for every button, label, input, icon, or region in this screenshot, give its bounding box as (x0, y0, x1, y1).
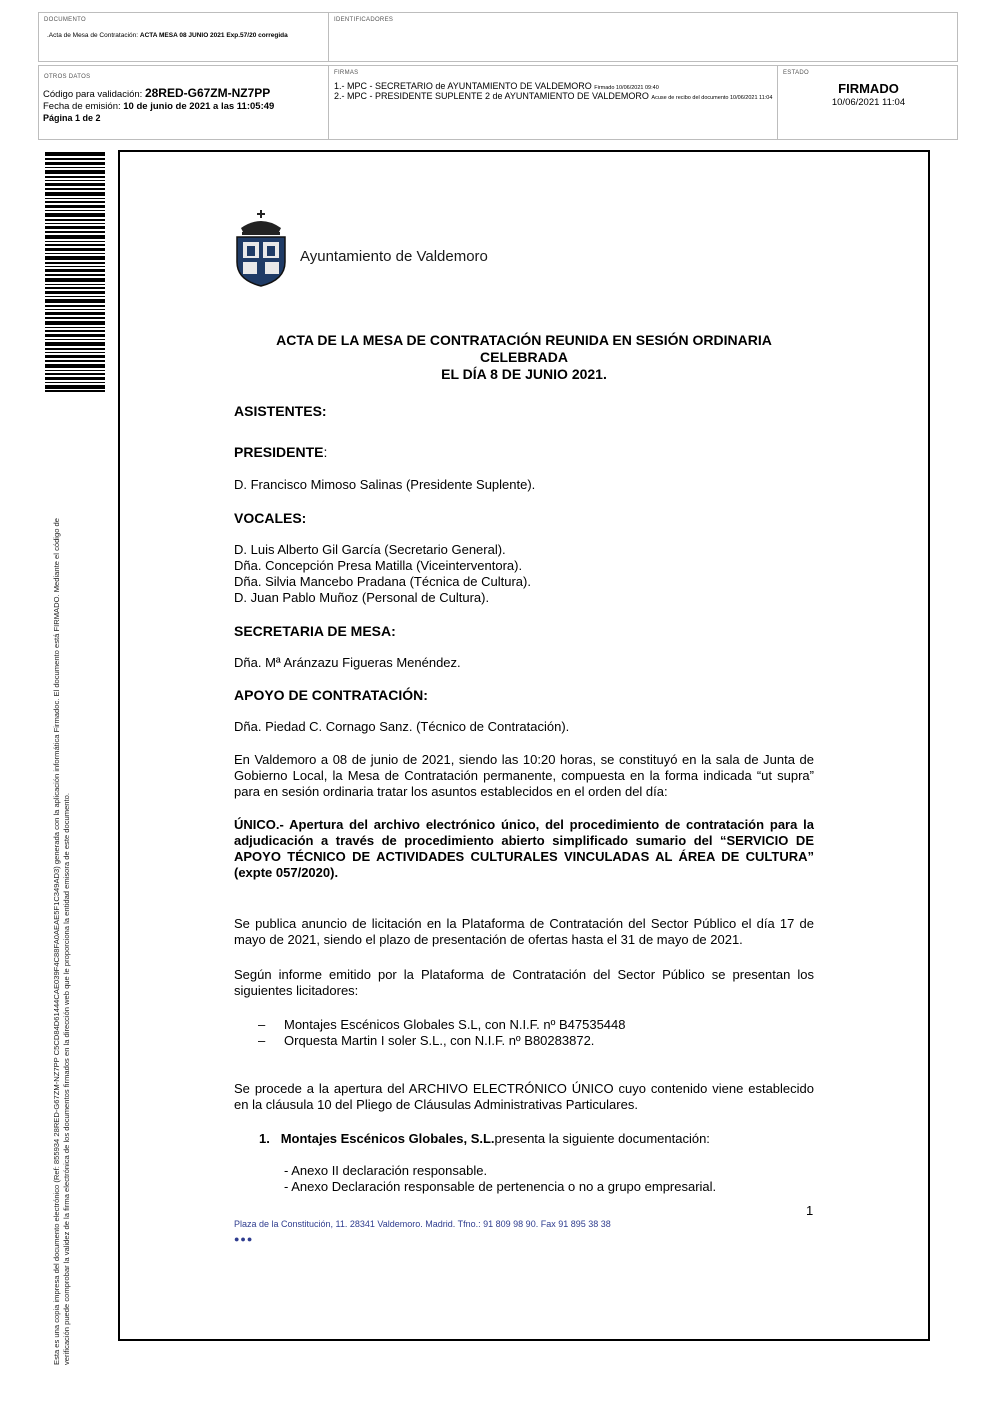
barcode-icon (45, 152, 105, 392)
footer-address: Plaza de la Constitución, 11. 28341 Valdemoro. Madrid. Tfno.: 91 809 98 90. Fax 91 895 38 38 (234, 1219, 611, 1229)
page-number: 1 (806, 1203, 814, 1218)
presidente-heading: PRESIDENTE: (234, 444, 328, 460)
paragraph-apertura: Se procede a la apertura del ARCHIVO ELECTRÓNICO ÚNICO cuyo contenido viene establecido en la cláusula 10 del Pliego de Cláusulas Administrativas Particulares. (234, 1081, 814, 1112)
page-title: ACTA DE LA MESA DE CONTRATACIÓN REUNIDA EN SESIÓN ORDINARIA CELEBRADA EL DÍA 8 DE JUNIO 2021. (276, 332, 772, 382)
verification-note: Esta es una copia impresa del documento electrónico (Ref: 855934 28RED-G67ZM-NZ7PP C5CD84D61444CAE039F4C88FA0AEAE5F1C349AD3) generada con la aplicación informática Firmadoc. El documento está FIRMADO. Mediante el código de verificación puede comprobar la validez de la firma electrónica de los documentos firmados en la dirección web que le proporciona la entidad emisora de este documento. (52, 518, 71, 1365)
paragraph-licitadores: Según informe emitido por la Plataforma de Contratación del Sector Público se presentan los siguientes licitadores: (234, 967, 814, 998)
bullet-dash: – (258, 1033, 266, 1048)
paragraph-anuncio: Se publica anuncio de licitación en la Plataforma de Contratación del Sector Público el día 17 de mayo de 2021, siendo el plazo de presentación de ofertas hasta el 31 de mayo de 2021. (234, 916, 814, 947)
presidente-name: D. Francisco Mimoso Salinas (Presidente Suplente). (234, 477, 536, 492)
item-1: 1. Montajes Escénicos Globales, S.L.presenta la siguiente documentación: (259, 1131, 710, 1146)
secretaria-heading: SECRETARIA DE MESA: (234, 623, 396, 639)
apoyo-name: Dña. Piedad C. Cornago Sanz. (Técnico de Contratación). (234, 719, 570, 734)
list-item: D. Juan Pablo Muñoz (Personal de Cultura). (234, 590, 490, 605)
list-item: D. Luis Alberto Gil García (Secretario General). (234, 542, 506, 557)
pagina-indicator: Página 1 de 2 (43, 113, 101, 123)
secretaria-name: Dña. Mª Aránzazu Figueras Menéndez. (234, 655, 461, 670)
logo-text: Ayuntamiento de Valdemoro (300, 248, 488, 265)
licitadores-list (234, 1017, 814, 1049)
vocales-heading: VOCALES: (234, 510, 307, 526)
list-item: - Anexo II declaración responsable. (284, 1163, 488, 1178)
list-item: - Anexo Declaración responsable de pertenencia o no a grupo empresarial. (284, 1179, 717, 1194)
documento-caption: DOCUMENTO (44, 17, 86, 23)
vocales-list (234, 542, 814, 606)
bullet-dash: – (258, 1017, 266, 1032)
estado-date: 10/06/2021 11:04 (831, 97, 906, 108)
list-item: Dña. Concepción Presa Matilla (Viceinterventora). (234, 558, 523, 573)
firmas-caption: FIRMAS (334, 70, 359, 76)
otros-datos-box (38, 65, 329, 140)
estado-box (777, 65, 958, 140)
otros-datos-caption: OTROS DATOS (44, 74, 91, 80)
estado-value: FIRMADO (838, 81, 899, 96)
unico-paragraph: ÚNICO.- Apertura del archivo electrónico único, del procedimiento de contratación para la adjudicación a través de procedimiento abierto simplificado sumario del “SERVICIO DE APOYO TÉCNICO DE ACTIVIDADES CULTURALES VINCULADAS AL ÁREA DE CULTURA” (expte 057/2020). (234, 817, 814, 880)
firma-1: 1.- MPC - SECRETARIO de AYUNTAMIENTO DE VALDEMORO Firmado 10/06/2021 09:40 (334, 81, 659, 91)
list-item: – Montajes Escénicos Globales S.L, con N.I.F. nº B47535448 (258, 1017, 626, 1032)
docs-list (234, 1163, 814, 1195)
firma-2: 2.- MPC - PRESIDENTE SUPLENTE 2 de AYUNTAMIENTO DE VALDEMORO Acuse de recibo del documento 10/06/2021 11:04 (334, 91, 773, 101)
codigo-validacion: Código para validación: 28RED-G67ZM-NZ7PP (43, 86, 271, 100)
fecha-emision: Fecha de emisión: 10 de junio de 2021 a las 11:05:49 (43, 101, 275, 112)
estado-caption: ESTADO (783, 70, 810, 76)
list-item: Dña. Silvia Mancebo Pradana (Técnica de Cultura). (234, 574, 531, 589)
firmas-box (328, 65, 778, 140)
asistentes-heading: ASISTENTES: (234, 403, 327, 419)
list-item: – Orquesta Martin I soler S.L., con N.I.F. nº B80283872. (258, 1033, 595, 1048)
documento-title: .Acta de Mesa de Contratación: ACTA MESA 08 JUNIO 2021 Exp.57/20 corregida (47, 32, 288, 39)
apoyo-heading: APOYO DE CONTRATACIÓN: (234, 687, 428, 703)
coat-of-arms-icon (233, 210, 289, 288)
identificadores-caption: IDENTIFICADORES (334, 17, 394, 23)
footer-dots: ●●● (234, 1234, 254, 1244)
documento-box (38, 12, 329, 62)
identificadores-box (328, 12, 958, 62)
intro-paragraph: En Valdemoro a 08 de junio de 2021, siendo las 10:20 horas, se constituyó en la sala de Junta de Gobierno Local, la Mesa de Contratación permanente, compuesta en la forma indicada “ut supra” para en sesión ordinaria tratar los asuntos establecidos en el orden del día: (234, 752, 814, 799)
